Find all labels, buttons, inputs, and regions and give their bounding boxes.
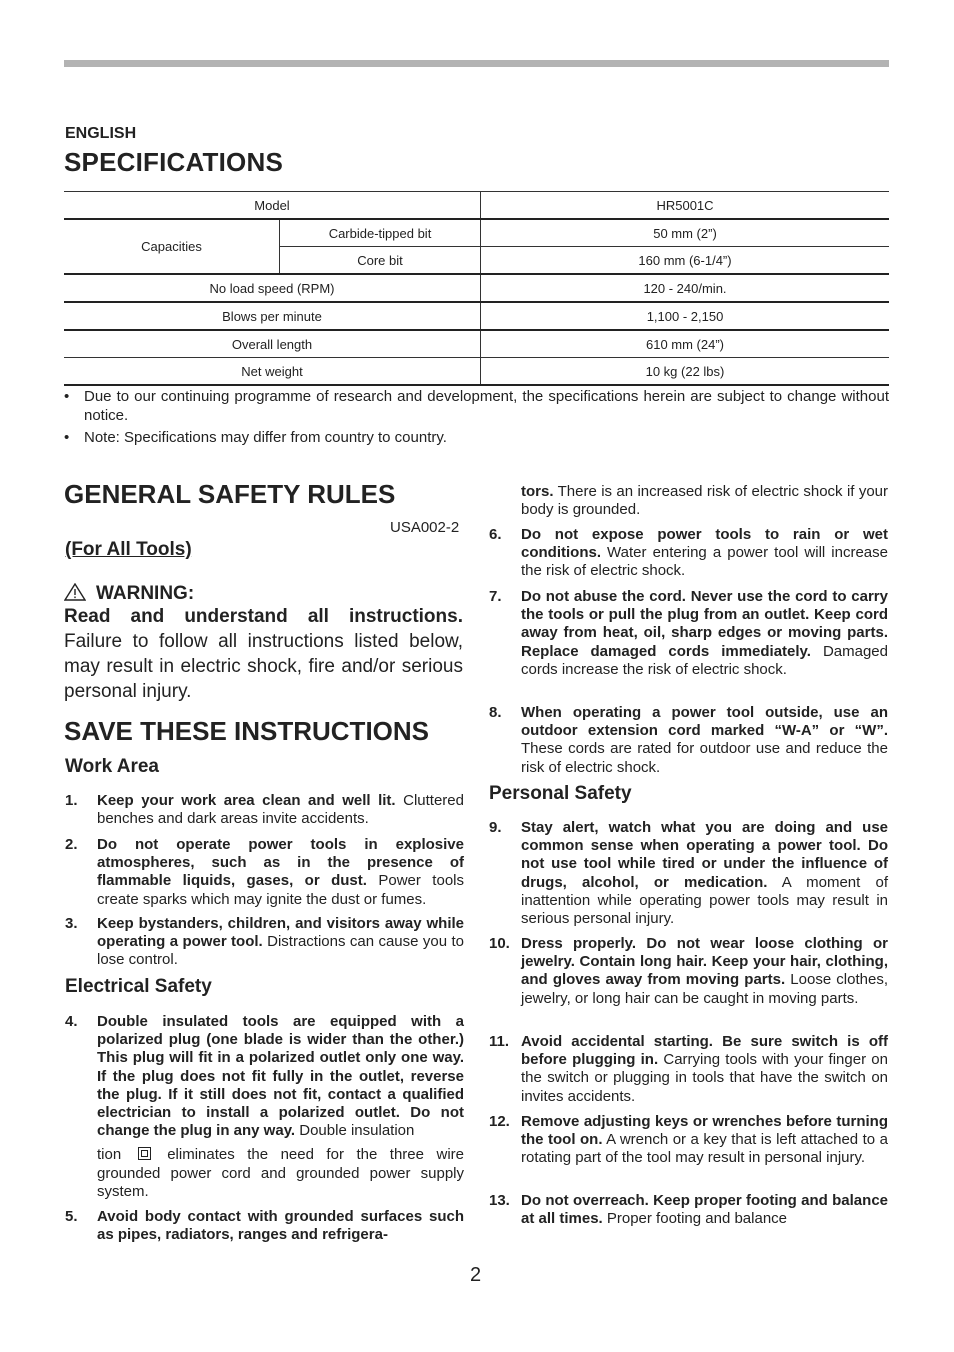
list-item-continued	[489, 483, 888, 519]
item-text: Water entering a power tool will increase the risk of electric shock.	[521, 544, 888, 580]
noload-value: 120 - 240/min.	[481, 274, 890, 302]
item-number: 5.	[65, 1208, 78, 1225]
length-label: Overall length	[64, 330, 481, 358]
item-text: Carrying tools with your finger on the switch or plugging in tools that have the switch on invites accidents.	[521, 1051, 888, 1105]
list-item	[65, 792, 464, 828]
noload-label: No load speed (RPM)	[64, 274, 481, 302]
double-insulation-icon	[138, 1147, 151, 1160]
item-number: 1.	[65, 792, 78, 809]
item-text: These cords are rated for outdoor use and reduce the risk of electric shock.	[521, 740, 888, 776]
list-item	[489, 1192, 888, 1228]
item-number: 4.	[65, 1013, 78, 1030]
item-text: eliminates the need for the three wire grounded power cord and grounded power supply system.	[97, 1146, 464, 1200]
top-rule	[64, 60, 889, 67]
item-text: There is an increased risk of electric shock if your body is grounded.	[521, 483, 888, 519]
item-number: 7.	[489, 588, 502, 605]
list-item	[489, 1033, 888, 1106]
bullet: •	[64, 388, 70, 405]
table-row	[64, 274, 889, 302]
item-text: A moment of inattention while operating power tools may result in serious personal injury.	[521, 873, 888, 928]
item-text: Damaged cords increase the risk of electric shock.	[521, 642, 888, 678]
carbide-label: Carbide-tipped bit	[280, 219, 481, 247]
list-item	[489, 704, 888, 777]
list-item	[489, 935, 888, 1008]
core-value: 160 mm (6-1/4”)	[481, 247, 890, 275]
item-text: Power tools create sparks which may ignite the dust or fumes.	[97, 872, 464, 908]
list-item	[489, 526, 888, 581]
item-number: 10.	[489, 935, 510, 952]
item-text: A wrench or a key that is left attached to a rotating part of the tool may result in personal injury.	[521, 1131, 888, 1167]
table-row	[64, 219, 889, 247]
item-number: 6.	[489, 526, 502, 543]
specifications-title: SPECIFICATIONS	[64, 147, 284, 177]
list-item	[489, 1113, 888, 1168]
personal-safety-heading: Personal Safety	[489, 783, 632, 804]
warning-text	[64, 604, 463, 704]
item-bold: Dress properly. Do not wear loose clothing or jewelry. Contain long hair. Keep your hair, clothing, and gloves away from moving parts.	[521, 935, 888, 989]
warning-heading	[64, 583, 194, 605]
weight-value: 10 kg (22 lbs)	[481, 358, 890, 386]
warning-label: WARNING:	[96, 583, 195, 604]
warning-triangle-icon	[64, 583, 86, 601]
model-label: Model	[64, 192, 481, 220]
save-instructions-title: SAVE THESE INSTRUCTIONS	[64, 716, 430, 746]
carbide-value: 50 mm (2”)	[481, 219, 890, 247]
item-bold: Remove adjusting keys or wrenches before turning the tool on.	[521, 1113, 888, 1149]
warning-bold: Read and understand all instructions.	[64, 606, 463, 627]
item-bold: Avoid accidental starting. Be sure switch is off before plugging in.	[521, 1033, 888, 1069]
item-bold: Do not expose power tools to rain or wet conditions.	[521, 526, 888, 562]
list-item	[65, 915, 464, 970]
item-bold: Do not overreach. Keep proper footing and balance at all times.	[521, 1192, 888, 1228]
table-row	[64, 192, 889, 220]
item-bold: Keep bystanders, children, and visitors away while operating a power tool.	[97, 915, 464, 951]
item-text: Cluttered benches and dark areas invite accidents.	[97, 792, 464, 828]
general-safety-title: GENERAL SAFETY RULES	[64, 479, 396, 509]
list-item	[65, 836, 464, 909]
note-research	[64, 388, 889, 425]
note-text: Due to our continuing programme of research and development, the specifications herein are subject to change without notice.	[84, 388, 889, 424]
item-text: Distractions can cause you to lose control.	[97, 933, 464, 969]
note-country	[64, 429, 889, 448]
table-row	[64, 330, 889, 358]
item-number: 3.	[65, 915, 78, 932]
electrical-safety-heading: Electrical Safety	[65, 976, 212, 997]
item-text: Loose clothes, jewelry, or long hair can be caught in moving parts.	[521, 971, 888, 1007]
capacities-label: Capacities	[64, 219, 280, 274]
list-item	[65, 1208, 464, 1244]
table-row	[64, 358, 889, 386]
bullet: •	[64, 429, 70, 446]
blows-label: Blows per minute	[64, 302, 481, 330]
list-item	[489, 588, 888, 679]
item-bold: Do not operate power tools in explosive atmospheres, such as in the presence of flammable liquids, gases, or dust.	[97, 836, 464, 890]
item-bold: tors.	[521, 483, 554, 500]
item-bold: Double insulated tools are equipped with a polarized plug (one blade is wider than the other.) This plug will fit in a polarized outlet only one way. If the plug does not fit fully in the outlet, reverse the plug. If it still does not fit, contact a qualified electrician to install a polarized outlet. Do not change the plug in any way.	[97, 1013, 464, 1140]
language-label: ENGLISH	[65, 125, 137, 142]
item-number: 8.	[489, 704, 502, 721]
item-bold: Do not abuse the cord. Never use the cord to carry the tools or pull the plug from an outlet. Keep cord away from heat, oil, sharp edges or moving parts. Replace damaged cords immediately.	[521, 588, 888, 660]
blows-value: 1,100 - 2,150	[481, 302, 890, 330]
item-text: Double insulation	[295, 1122, 415, 1140]
specifications-table	[64, 191, 889, 386]
work-area-heading: Work Area	[65, 756, 159, 777]
table-row	[64, 302, 889, 330]
item-text: Proper footing and balance	[602, 1210, 788, 1228]
weight-label: Net weight	[64, 358, 481, 386]
item-number: 12.	[489, 1113, 510, 1130]
item-bold: Stay alert, watch what you are doing and use common sense when operating a power tool. Do not use tool while tired or under the influence of drugs, alcohol, or medication.	[521, 819, 888, 891]
document-code: USA002-2	[390, 519, 460, 536]
item-bold: Avoid body contact with grounded surfaces such as pipes, radiators, ranges and refrigera-	[97, 1208, 464, 1244]
item-text: tion	[97, 1146, 122, 1164]
page-number: 2	[470, 1264, 482, 1286]
core-label: Core bit	[280, 247, 481, 275]
warning-body: Failure to follow all instructions listed below, may result in electric shock, fire and/or serious personal injury.	[64, 631, 463, 702]
for-all-tools-heading: (For All Tools)	[65, 539, 192, 560]
length-value: 610 mm (24”)	[481, 330, 890, 358]
item-number: 9.	[489, 819, 502, 836]
item-bold: Keep your work area clean and well lit.	[97, 792, 396, 809]
list-item	[65, 1013, 464, 1201]
item-bold: When operating a power tool outside, use an outdoor extension cord marked “W-A” or “W”.	[521, 704, 888, 740]
model-value: HR5001C	[481, 192, 890, 220]
list-item	[489, 819, 888, 928]
note-text: Note: Specifications may differ from country to country.	[84, 429, 447, 446]
item-number: 11.	[489, 1033, 510, 1050]
item-number: 2.	[65, 836, 78, 853]
item-number: 13.	[489, 1192, 510, 1209]
